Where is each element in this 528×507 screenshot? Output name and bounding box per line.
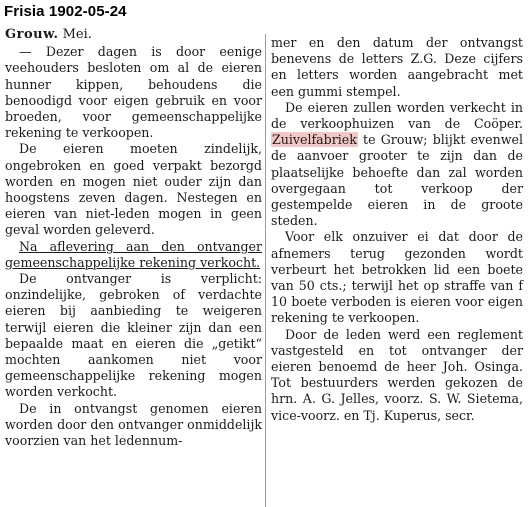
article-paragraph: mer en den datum der ontvangst benevens de letters Z.G. Deze cijfers en letters worden aangebracht met een gummi stempel. <box>271 35 523 99</box>
article-paragraph: — Dezer dagen is door eenige veehouders besloten om al de eieren hunner kippen, behoudens die benoodigd voor eigen gebruik en voor broeden, voor gemeenschappelijke rekening te verkoopen. <box>5 44 262 141</box>
article-paragraph <box>5 239 262 271</box>
article-text: De eieren zullen worden verkecht in de verkoophuizen van de Coöper. <box>271 99 523 132</box>
article-column-left <box>5 27 262 449</box>
article-paragraph: De eieren moeten zindelijk, ongebroken en goed verpakt bezorgd worden en mogen niet ouder zijn dan hoogstens zeven dagen. Nestegen en eieren van niet-leden mogen in geen geval worden geleverd. <box>5 141 262 238</box>
article-month: Mei. <box>62 27 92 42</box>
article-text: te Grouw; blijkt evenwel de aanvoer grooter te zijn dan de plaatselijke behoefte dan zal worden overgegaan tot verkoop der gestempelde eieren in de groote steden. <box>271 132 523 229</box>
newspaper-title: Frisia 1902-05-24 <box>4 3 127 20</box>
column-divider <box>265 34 266 507</box>
article-paragraph: Voor elk onzuiver ei dat door de afnemers terug gezonden wordt verbeurt het betrokken lid een boete van 50 cts.; terwijl het op straffe van f 10 boete verboden is eieren voor eigen rekening te verkoopen. <box>271 229 523 326</box>
article-paragraph <box>271 100 523 230</box>
article-place: Grouw. <box>5 27 59 42</box>
article-paragraph: Door de leden werd een reglement vastgesteld en tot ontvanger der eieren benoemd de heer Joh. Osinga. Tot bestuurders werden gekozen de hrn. A. G. Jelles, voorz. S. W. Sietema, vice-voorz. en Tj. Kuperus, secr. <box>271 326 523 423</box>
article-paragraph: De in ontvangst genomen eieren worden door den ontvanger onmiddelijk voorzien van het ledennum- <box>5 400 262 449</box>
article-column-right <box>271 35 523 424</box>
article-underlined-text: Na aflevering aan den ontvanger gemeenschappelijke rekening verkocht. <box>5 238 262 270</box>
highlighted-term: Zuivelfabriek <box>272 132 357 148</box>
article-paragraph: De ontvanger is verplicht: onzindelijke, gebroken of verdachte eieren bij aanbieding te weigeren terwijl eieren die kleiner zijn dan een bepaalde maat en eieren die „getikt“ mochten aankomen niet voor gemeenschappelijke rekening mogen worden verkocht. <box>5 271 262 400</box>
article-dateline <box>5 27 262 43</box>
